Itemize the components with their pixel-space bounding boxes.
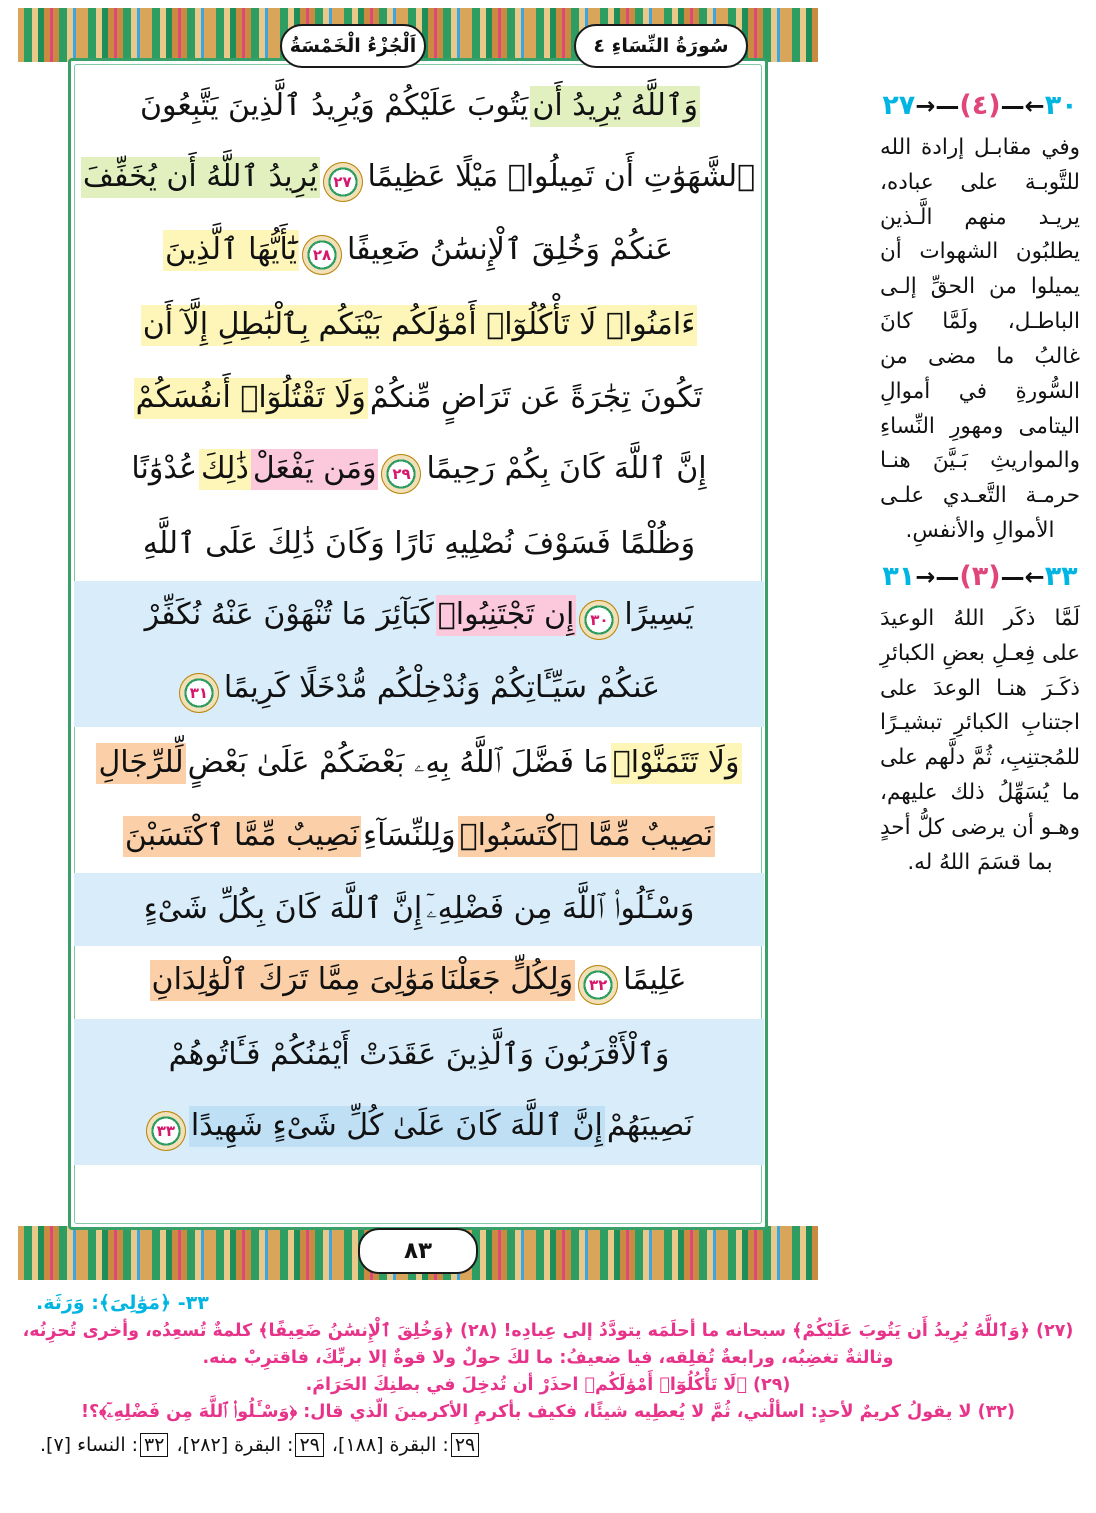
quran-text-segment: نَصِيبٌ مِّمَّا ٱكْتَسَبُوا۟	[458, 816, 716, 857]
reference-label: : البقرة [١٨٨]،	[325, 1433, 449, 1456]
arrow-left-icon: ←—	[1000, 562, 1045, 591]
ayah-number-medallion: ٢٨	[302, 235, 342, 275]
quran-text-segment: إِنَّ ٱللَّهَ كَانَ بِكُمْ رَحِيمًا	[426, 451, 707, 487]
arrow-left-icon: ←—	[1000, 92, 1045, 120]
quran-text-segment: وَلَا تَتَمَنَّوْا۟	[611, 743, 742, 784]
quran-text-segment: إِن تَجْتَنِبُوا۟	[436, 595, 577, 636]
quran-text-segment: إِنَّ ٱللَّهَ كَانَ عَلَىٰ كُلِّ شَىْءٍ شَهِيدًا	[189, 1106, 605, 1147]
quran-text-segment: يَٰٓأَيُّهَا ٱلَّذِينَ	[163, 230, 299, 271]
quran-line	[74, 727, 764, 800]
quran-text-segment: وَلِلنِّسَآءِ	[362, 818, 456, 854]
footnote-line-3: (٢٩) ﴿لَا تَأْكُلُوٓا۟ أَمْوَٰلَكُم﴾ احذَرْ أن تُدخِلَ في بطنِكَ الحَرَامَ.	[305, 1375, 791, 1396]
quran-text-segment: نَصِيبٌ مِّمَّا ٱكْتَسَبْنَ	[123, 816, 361, 857]
footnotes-section	[14, 1292, 1082, 1492]
ayah-number-medallion: ٣٣	[146, 1111, 186, 1151]
quran-text-segment: وَمَن يَفْعَلْ	[251, 449, 379, 490]
quran-text-segment: تَكُونَ تِجَٰرَةً عَن تَرَاضٍ مِّنكُمْ	[369, 380, 703, 416]
quran-line	[74, 1092, 764, 1165]
sidebar-section-header-1	[880, 90, 1080, 121]
quran-line	[74, 873, 764, 946]
quran-text-segment: ٱلشَّهَوَٰتِ أَن تَمِيلُوا۟ مَيْلًا عَظِيمًا	[367, 159, 756, 195]
quran-text-segment: ذَٰلِكَ	[199, 449, 251, 490]
juz-cartouche: اَلْجُزْءُ الْخَمْسَةُ	[280, 24, 426, 68]
quran-line	[74, 581, 764, 654]
quran-text-segment: وَٱللَّهُ يُرِيدُ أَن	[530, 86, 700, 127]
ayah-number-medallion: ٣٢	[578, 965, 618, 1005]
surah-number-badge: (٣)	[959, 560, 1001, 592]
quran-text-segment: يَسِيرًا	[624, 597, 694, 633]
quran-text-segment: كَبَآئِرَ مَا تُنْهَوْنَ عَنْهُ نُكَفِّرْ	[144, 597, 434, 633]
verse-range-end: ٣٠	[1044, 90, 1078, 121]
quran-line	[74, 435, 764, 508]
quran-text-segment: وَٱلْأَقْرَبُونَ وَٱلَّذِينَ عَقَدَتْ أَيْمَٰنُكُمْ فَـَٔاتُوهُمْ	[168, 1037, 670, 1073]
arrow-right-icon: —→	[915, 92, 960, 120]
quran-text-segment: يُرِيدُ ٱللَّهُ أَن يُخَفِّفَ	[81, 157, 320, 198]
quran-text-segment: عُدْوَٰنًا	[131, 451, 198, 487]
quran-text-segment: عَلِيمًا	[623, 962, 687, 998]
page-number-cartouche: ٨٣	[358, 1228, 478, 1274]
verse-range-start: ٣١	[882, 560, 916, 592]
quran-line	[74, 946, 764, 1019]
sidebar-section-header-2	[880, 561, 1080, 592]
sidebar-section-body-1: وفي مقابـل إرادة الله للتَّوبـة على عباده، يريـد منهم الَّـذين يطلبُون الشهوات أن يميلوا من الحقِّ إلـى الباطـل، ولَمَّا كانَ غالبُ ما مضى من السُّورةِ في أموالِ اليتامى ومهورِ النِّساءِ والمواريثِ بَـيَّنَ هنـا حرمـة التَّعـدي علـى الأموالِ والأنفسِ.	[880, 135, 1080, 544]
glossary-note: ٣٣- ﴿مَوَٰلِىَ﴾: وَرَثَة.	[36, 1292, 209, 1314]
quran-line	[74, 289, 764, 362]
reference-verse-box: ٣٢	[140, 1433, 168, 1457]
quran-line	[74, 143, 764, 216]
footnote-line-2: وثالثةٌ تغضِبُه، ورابعةٌ تُقلِقه، فيا ضعيفُ: ما لكَ حولٌ ولا قوةٌ إلا بربِّكَ، فاقترِبْ منه.	[202, 1348, 894, 1369]
quran-text-segment: وَسْـَٔلُوا۟ ٱللَّهَ مِن فَضْلِهِۦٓ	[426, 891, 695, 927]
footnote-line-1: (٢٧) ﴿وَٱللَّهُ يُرِيدُ أَن يَتُوبَ عَلَيْكُمْ﴾ سبحانه ما أحلَمَه يتودَّدُ إلى عِبادِه! (٢٨) ﴿وَخُلِقَ ٱلْإِنسَٰنُ ضَعِيفًا﴾ كلمةٌ تُسعِدُه، وأخرى تُحزِنُه،	[22, 1321, 1074, 1341]
reference-verse-box: ٢٩	[295, 1433, 323, 1457]
quran-line	[74, 362, 764, 435]
quran-line	[74, 216, 764, 289]
quran-text-segment: وَلِكُلٍّ جَعَلْنَا	[438, 960, 576, 1001]
quran-text-segment: لِّلرِّجَالِ	[96, 743, 185, 784]
quran-text-segment: ءَامَنُوا۟ لَا تَأْكُلُوٓا۟ أَمْوَٰلَكُم بَيْنَكُم بِٱلْبَٰطِلِ إِلَّآ أَن	[141, 305, 698, 346]
quran-line	[74, 70, 764, 143]
quran-text-segment: مَوَٰلِىَ مِمَّا تَرَكَ ٱلْوَٰلِدَانِ	[150, 960, 438, 1001]
quran-line	[74, 654, 764, 727]
verse-range-start: ٢٧	[882, 90, 916, 121]
ayah-number-medallion: ٣٠	[579, 600, 619, 640]
quran-text-segment: عَنكُمْ سَيِّـَٔاتِكُمْ وَنُدْخِلْكُم مُّدْخَلًا كَرِيمًا	[223, 670, 661, 706]
quran-text-segment: وَلَا تَقْتُلُوٓا۟ أَنفُسَكُمْ	[134, 378, 368, 419]
cross-reference-line	[14, 1433, 1082, 1457]
ayah-number-medallion: ٢٧	[323, 162, 363, 202]
quran-line	[74, 800, 764, 873]
ayah-number-medallion: ٣١	[179, 673, 219, 713]
quran-text-segment: نَصِيبَهُمْ	[606, 1108, 694, 1144]
quran-text-segment: يَتُوبَ عَلَيْكُمْ وَيُرِيدُ ٱلَّذِينَ يَتَّبِعُونَ	[140, 88, 529, 124]
verse-range-end: ٣٣	[1044, 560, 1078, 592]
quran-text-segment: عَنكُمْ وَخُلِقَ ٱلْإِنسَٰنُ ضَعِيفًا	[346, 232, 674, 268]
reference-label: : البقرة [٢٨٢]،	[170, 1433, 294, 1456]
quran-text-segment: إِنَّ ٱللَّهَ كَانَ بِكُلِّ شَىْءٍ	[143, 891, 423, 927]
ayah-number-medallion: ٢٩	[381, 454, 421, 494]
footnote-line-4: (٣٢) لا يقولُ كريمٌ لأحدٍ: اسألْني، ثُمَّ لا يُعطِيه شيئًا، فكيف بأكرمِ الأكرمينَ الّذي قال: ﴿وَسْـَٔلُوا۟ ٱللَّهَ مِن فَضْلِهِۦٓ﴾؟!	[81, 1402, 1015, 1423]
reference-verse-box: ٢٩	[451, 1433, 479, 1457]
reference-label: : النساء [٧].	[40, 1433, 139, 1456]
sidebar-section-body-2: لَمَّا ذكَر اللهُ الوعيدَ على فِعـلِ بعضِ الكبائرِ ذكَـرَ هنـا الوعدَ على اجتنابِ الكبائرِ تبشيـرًا للمُجتنِبِ، ثُمَّ دلَّهم على ما يُسَهِّلُ ذلك عليهم، وهـو أن يرضى كلُّ أحدٍ بما قسَمَ اللهُ له.	[879, 605, 1080, 875]
quran-line	[74, 508, 764, 581]
surah-name-cartouche: سُورَةُ النِّسَاءِ ٤	[574, 24, 748, 68]
surah-number-badge: (٤)	[959, 90, 1001, 121]
quran-text-body	[74, 70, 764, 1220]
arrow-right-icon: —→	[915, 562, 960, 591]
commentary-sidebar	[880, 86, 1080, 1286]
quran-text-segment: مَا فَضَّلَ ٱللَّهُ بِهِۦ بَعْضَكُمْ عَلَىٰ بَعْضٍ	[187, 745, 609, 781]
quran-text-segment: وَظُلْمًا فَسَوْفَ نُصْلِيهِ نَارًا وَكَانَ ذَٰلِكَ عَلَى ٱللَّهِ	[142, 526, 696, 562]
quran-line	[74, 1019, 764, 1092]
